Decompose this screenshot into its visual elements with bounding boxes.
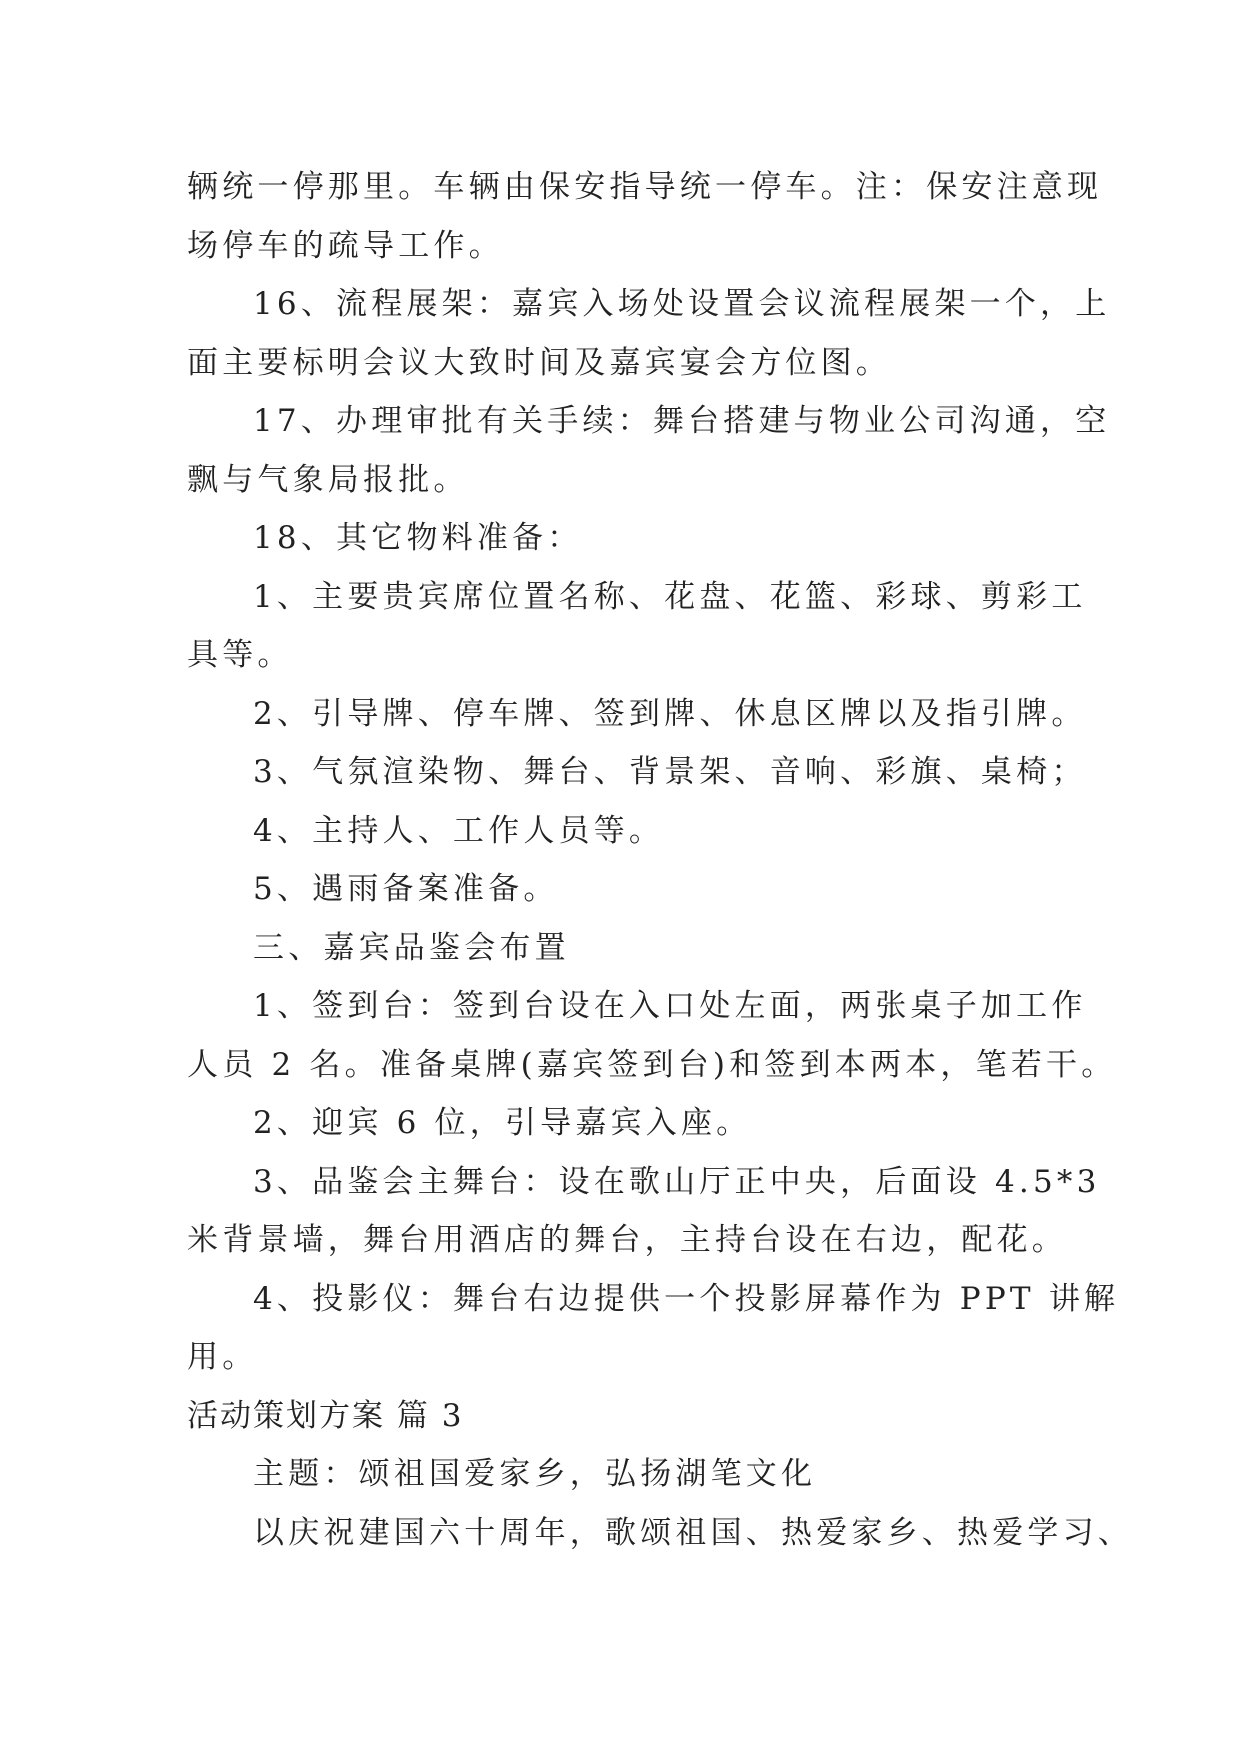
sub-item-3: 3、气氛渲染物、舞台、背景架、音响、彩旗、桌椅； (253, 754, 1087, 790)
sub-item-4: 4、投影仪：舞台右边提供一个投影屏幕作为 PPT 讲解 (253, 1280, 1120, 1317)
list-item-18: 18、其它物料准备： (253, 520, 583, 556)
sub-item-2: 2、引导牌、停车牌、签到牌、休息区牌以及指引牌。 (253, 695, 1087, 732)
sub-item-4: 4、主持人、工作人员等。 (253, 812, 665, 849)
sub-item-2: 2、迎宾 6 位，引导嘉宾入座。 (253, 1105, 752, 1141)
list-item-16: 16、流程展架：嘉宾入场处设置会议流程展架一个，上 (253, 286, 1111, 322)
paragraph-line: 人员 2 名。准备桌牌(嘉宾签到台)和签到本两本，笔若干。 (187, 1046, 1117, 1083)
section-heading: 三、嘉宾品鉴会布置 (253, 929, 570, 966)
document-body (187, 158, 1133, 1562)
sub-item-1: 1、签到台：签到台设在入口处左面，两张桌子加工作 (253, 988, 1087, 1024)
paragraph-line: 米背景墙，舞台用酒店的舞台，主持台设在右边，配花。 (187, 1222, 1067, 1258)
paragraph-line: 面主要标明会议大致时间及嘉宾宴会方位图。 (187, 344, 891, 381)
paragraph-line: 具等。 (187, 637, 293, 673)
paragraph-line: 用。 (187, 1339, 258, 1375)
sub-item-1: 1、主要贵宾席位置名称、花盘、花篮、彩球、剪彩工 (253, 578, 1087, 615)
theme-line: 主题：颂祖国爱家乡，弘扬湖笔文化 (253, 1456, 817, 1492)
sub-item-3: 3、品鉴会主舞台：设在歌山厅正中央，后面设 4.5*3 (253, 1163, 1101, 1200)
paragraph-line: 飘与气象局报批。 (187, 461, 469, 498)
document-section-title: 活动策划方案 篇 3 (187, 1397, 464, 1434)
list-item-17: 17、办理审批有关手续：舞台搭建与物业公司沟通，空 (253, 403, 1111, 439)
paragraph-line: 辆统一停那里。车辆由保安指导统一停车。注：保安注意现 (187, 169, 1103, 205)
paragraph-line: 以庆祝建国六十周年，歌颂祖国、热爱家乡、热爱学习、 (253, 1514, 1133, 1551)
sub-item-5: 5、遇雨备案准备。 (253, 871, 559, 907)
paragraph-line: 场停车的疏导工作。 (187, 227, 504, 264)
